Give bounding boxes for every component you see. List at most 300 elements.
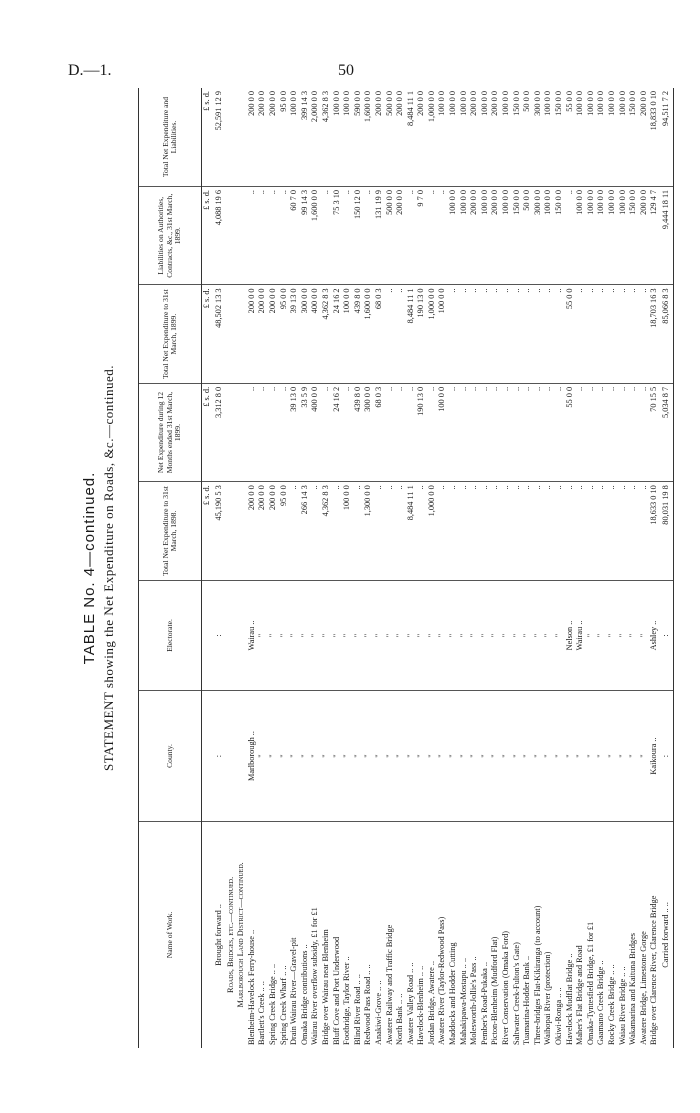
cell-total-to-1898: 100 0 0	[342, 482, 353, 580]
cell-net-12-months: 33 5 9	[300, 383, 311, 481]
cell-total-liab: 50 0 0	[522, 88, 533, 187]
cell-total-liab: 200 0 0	[268, 88, 279, 187]
table-row	[554, 88, 565, 1048]
cell-county: "	[395, 691, 406, 822]
cell-electorate: Nelson ..	[565, 580, 576, 691]
col-header-liabilities: Liabilities on Authorities, Contracts, &c., 31st March, 1899.	[139, 187, 202, 285]
cell-net-12-months: 3,312 8 0	[213, 383, 226, 481]
cell-total-to-1898: 200 0 0	[257, 482, 268, 580]
cell-liabilities: 100 0 0	[543, 187, 554, 285]
cell-net-12-months: ..	[279, 383, 290, 481]
cell-county: Kaikoura ..	[649, 691, 660, 822]
cell-name: Maher's Flat Bridge and Road	[575, 945, 585, 1045]
cell-total-to-1898: 1,000 0 0	[427, 482, 438, 580]
cell-net-12-months: 300 0 0	[363, 383, 374, 481]
cell-total-to-1899: 100 0 0	[342, 285, 353, 383]
cell-total-liab: 100 0 0	[607, 88, 618, 187]
cell-electorate: "	[543, 580, 554, 691]
cell-electorate: "	[618, 580, 629, 691]
table-row	[310, 88, 321, 1048]
cell-liabilities: ..	[342, 187, 353, 285]
cell-total-to-1899: 24 16 2	[332, 285, 343, 383]
col-header-net-12-months: Net Expenditure during 12 Months ended 31st March, 1899.	[139, 383, 202, 481]
cell-total-to-1899: 95 0 0	[279, 285, 290, 383]
cell-liabilities: ..	[363, 187, 374, 285]
cell-net-12-months: 68 0 3	[374, 383, 385, 481]
cell-total-to-1898: ..	[554, 482, 565, 580]
cell-name: Saltwater Creek-Fulton's Gate)	[511, 942, 521, 1045]
cell-liabilities: 300 0 0	[533, 187, 544, 285]
cell-total-to-1898: ..	[533, 482, 544, 580]
cell-net-12-months: ..	[247, 383, 258, 481]
cell-county: "	[268, 691, 279, 822]
cell-name: Awatere Bridge, Limestone Gorge	[638, 931, 648, 1045]
cell-electorate: "	[385, 580, 396, 691]
cell-net-12-months: ..	[268, 383, 279, 481]
cell-total-liab: 100 0 0	[586, 88, 597, 187]
table-row	[279, 88, 290, 1048]
cell-liabilities: ..	[565, 187, 576, 285]
cell-county: "	[639, 691, 650, 822]
cell-electorate: Wairau ..	[575, 580, 586, 691]
table-row	[480, 88, 491, 1048]
cell-total-to-1899: 300 0 0	[300, 285, 311, 383]
cell-name: Gaamano Creek Bridge ..	[596, 960, 606, 1045]
table-row	[236, 88, 247, 1048]
cell-total-liab: 100 0 0	[289, 88, 300, 187]
cell-liabilities: ..	[257, 187, 268, 285]
cell-electorate: "	[437, 580, 448, 691]
cell-net-12-months: ..	[406, 383, 417, 481]
cell-liabilities: 9,444 18 11	[660, 187, 674, 285]
cell-electorate: "	[639, 580, 650, 691]
table-row	[469, 88, 480, 1048]
table-title: TABLE No. 4—continued.	[81, 471, 98, 665]
table-row	[649, 88, 660, 1048]
cell-electorate: "	[416, 580, 427, 691]
cell-name: Omaka-Tyntesfield Bridge, £1 for £1	[585, 921, 595, 1045]
cell-net-12-months: 190 13 0	[416, 383, 427, 481]
table-row	[406, 88, 417, 1048]
cell-liabilities: ..	[406, 187, 417, 285]
cell-total-to-1898: 95 0 0	[279, 482, 290, 580]
cell-net-12-months: ..	[342, 383, 353, 481]
cell-total-liab: 18,833 0 10	[649, 88, 660, 187]
cell-total-to-1898: ..	[490, 482, 501, 580]
cell-total-to-1898: ..	[618, 482, 629, 580]
cell-county: "	[490, 691, 501, 822]
cell-county: "	[427, 691, 438, 822]
cell-electorate: "	[469, 580, 480, 691]
cell-net-12-months: ..	[512, 383, 523, 481]
cell-county: "	[512, 691, 523, 822]
cell-total-liab: 200 0 0	[469, 88, 480, 187]
cell-name: Omaka Bridge contributions ..	[299, 944, 309, 1045]
cell-liabilities: ..	[427, 187, 438, 285]
cell-name: Spring Creek Bridge .. ..	[267, 963, 277, 1045]
cell-electorate: "	[321, 580, 332, 691]
cell-liabilities: 100 0 0	[448, 187, 459, 285]
cell-electorate: "	[480, 580, 491, 691]
cell-name: Carried forward .. ..	[660, 821, 674, 1048]
cell-liabilities: 150 0 0	[628, 187, 639, 285]
cell-net-12-months: 55 0 0	[565, 383, 576, 481]
cell-total-liab: 4,362 8 3	[321, 88, 332, 187]
cell-total-to-1898: 200 0 0	[268, 482, 279, 580]
table-row	[416, 88, 427, 1048]
cell-electorate: Wairau ..	[247, 580, 258, 691]
table-subtitle: STATEMENT showing the Net Expenditure on Roads, &c.—continued.	[101, 365, 116, 771]
cell-county: "	[310, 691, 321, 822]
cell-electorate: "	[448, 580, 459, 691]
cell-total-to-1898: ..	[289, 482, 300, 580]
cell-total-to-1898: ..	[448, 482, 459, 580]
cell-total-to-1898: 1,300 0 0	[363, 482, 374, 580]
table-row	[490, 88, 501, 1048]
cell-electorate: "	[512, 580, 523, 691]
cell-total-to-1899: ..	[490, 285, 501, 383]
cell-total-to-1898	[236, 482, 247, 580]
cell-name: Blind River Road .. ..	[352, 974, 362, 1045]
cell-county	[226, 691, 237, 822]
cell-electorate: "	[300, 580, 311, 691]
cell-name: Havelock-Blenheim .. ..	[416, 965, 426, 1045]
col-header-electorate: Electorate.	[139, 580, 202, 691]
table-row	[533, 88, 544, 1048]
cell-net-12-months: ..	[469, 383, 480, 481]
cell-county: "	[459, 691, 470, 822]
cell-total-to-1899: ..	[586, 285, 597, 383]
cell-total-to-1899: ..	[395, 285, 406, 383]
table-row	[512, 88, 523, 1048]
cell-name: North Bank .. ..	[395, 993, 405, 1045]
cell-name: Tuamarina-Hodder Bank ..	[522, 955, 532, 1045]
table-row	[639, 88, 650, 1048]
cell-name: Jordan Bridge, Awatere ..	[426, 960, 436, 1045]
cell-liabilities: 100 0 0	[501, 187, 512, 285]
cell-total-to-1899	[226, 285, 237, 383]
cell-liabilities: 60 7 0	[289, 187, 300, 285]
cell-name: Bridge over Wairau near Blenheim	[320, 929, 330, 1045]
cell-name: Bluff Cove and Port Underwood	[331, 936, 341, 1045]
table-row	[289, 88, 300, 1048]
cell-name: Havelock Mudflat Bridge ..	[564, 953, 574, 1045]
cell-liabilities: 500 0 0	[385, 187, 396, 285]
cell-net-12-months: 5,034 8 7	[660, 383, 674, 481]
cell-county: "	[279, 691, 290, 822]
cell-county: "	[416, 691, 427, 822]
cell-total-to-1899: ..	[618, 285, 629, 383]
cell-electorate: "	[363, 580, 374, 691]
cell-liabilities: 100 0 0	[459, 187, 470, 285]
cell-total-liab: 100 0 0	[459, 88, 470, 187]
cell-name: Three-bridges Flat-Kikiranga (to account)	[532, 905, 542, 1045]
cell-electorate: :	[660, 580, 674, 691]
cell-liabilities: 150 0 0	[512, 187, 523, 285]
cell-total-to-1899: 68 0 3	[374, 285, 385, 383]
table-row	[459, 88, 470, 1048]
cell-electorate	[226, 580, 237, 691]
cell-total-to-1899: 4,362 8 3	[321, 285, 332, 383]
cell-total-to-1899: 1,600 0 0	[363, 285, 374, 383]
cell-total-to-1898: ..	[512, 482, 523, 580]
table-row	[596, 88, 607, 1048]
cell-name: Picton-Blenheim (Mudford Flat)	[490, 936, 500, 1045]
table-row	[427, 88, 438, 1048]
cell-name: Molesworth-Jollie's Pass ..	[469, 956, 479, 1045]
cell-total-to-1899: 55 0 0	[565, 285, 576, 383]
cell-liabilities: 200 0 0	[490, 187, 501, 285]
table-row	[618, 88, 629, 1048]
cell-total-to-1899: 439 8 0	[353, 285, 364, 383]
cell-electorate: "	[374, 580, 385, 691]
cell-total-to-1898: ..	[353, 482, 364, 580]
table-row	[575, 88, 586, 1048]
cell-electorate	[236, 580, 247, 691]
cell-net-12-months: ..	[427, 383, 438, 481]
cell-total-to-1898: 4,362 8 3	[321, 482, 332, 580]
table-row	[385, 88, 396, 1048]
cell-net-12-months: 39 13 0	[289, 383, 300, 481]
cell-net-12-months: 24 16 2	[332, 383, 343, 481]
col-header-total-1898: Total Net Expenditure to 31st March, 1898.	[139, 482, 202, 580]
table-row	[448, 88, 459, 1048]
cell-total-liab: 100 0 0	[596, 88, 607, 187]
cell-name: Waihopai River (protection)	[543, 951, 553, 1045]
table-body	[202, 88, 674, 1048]
cell-net-12-months: ..	[448, 383, 459, 481]
cell-liabilities: 100 0 0	[618, 187, 629, 285]
cell-net-12-months: ..	[618, 383, 629, 481]
cell-county: "	[607, 691, 618, 822]
cell-total-to-1898: ..	[565, 482, 576, 580]
cell-net-12-months: ..	[501, 383, 512, 481]
cell-total-to-1898: ..	[522, 482, 533, 580]
cell-county: :	[213, 691, 226, 822]
cell-total-to-1899: 48,502 13 3	[213, 285, 226, 383]
units-cell: £ s. d.	[202, 482, 213, 580]
cell-county: "	[554, 691, 565, 822]
cell-electorate: "	[289, 580, 300, 691]
cell-name: Blenheim-Havelock Ferry-house ..	[246, 929, 256, 1045]
cell-name: Waiau River Bridge .. ..	[617, 966, 627, 1045]
cell-total-to-1899	[236, 285, 247, 383]
table-row	[437, 88, 448, 1048]
cell-total-to-1899: ..	[639, 285, 650, 383]
table-row	[268, 88, 279, 1048]
cell-net-12-months: ..	[480, 383, 491, 481]
cell-net-12-months: 70 15 5	[649, 383, 660, 481]
cell-total-liab: 300 0 0	[533, 88, 544, 187]
cell-total-liab: 95 0 0	[279, 88, 290, 187]
cell-name: Wakamarina and Kaituna Bridges	[628, 933, 638, 1045]
cell-name: Roads, Bridges, etc.—continued.	[225, 876, 235, 993]
cell-total-liab: 150 0 0	[554, 88, 565, 187]
cell-county: "	[618, 691, 629, 822]
cell-electorate: "	[257, 580, 268, 691]
cell-total-liab: 200 0 0	[247, 88, 258, 187]
cell-net-12-months: 400 0 0	[310, 383, 321, 481]
cell-liabilities: 4,088 19 6	[213, 187, 226, 285]
header-row	[139, 88, 202, 1048]
cell-total-to-1899: ..	[448, 285, 459, 383]
table-row	[300, 88, 311, 1048]
cell-name: Maddocks and Hodder Cutting	[448, 942, 458, 1045]
page-header-reference: D.—1.	[68, 62, 112, 79]
cell-net-12-months: ..	[554, 383, 565, 481]
table-row	[660, 88, 674, 1048]
cell-electorate: "	[522, 580, 533, 691]
cell-county: "	[522, 691, 533, 822]
cell-electorate: "	[490, 580, 501, 691]
cell-liabilities	[226, 187, 237, 285]
table-row	[501, 88, 512, 1048]
cell-total-to-1899: 18,703 16 3	[649, 285, 660, 383]
cell-net-12-months: ..	[596, 383, 607, 481]
cell-county: "	[448, 691, 459, 822]
cell-name: Bartlett's Creek .. ..	[257, 981, 267, 1045]
cell-total-liab: 1,000 0 0	[427, 88, 438, 187]
cell-county: "	[586, 691, 597, 822]
cell-liabilities: 50 0 0	[522, 187, 533, 285]
cell-total-liab: 52,591 12 9	[213, 88, 226, 187]
cell-name: Redwood Pass Road .. ..	[363, 964, 373, 1045]
cell-total-to-1898: ..	[501, 482, 512, 580]
cell-total-liab: 200 0 0	[416, 88, 427, 187]
cell-name: Footbridge, Taylor River ..	[342, 956, 352, 1045]
cell-total-to-1898: ..	[575, 482, 586, 580]
cell-county: "	[533, 691, 544, 822]
cell-total-to-1899: 85,066 8 3	[660, 285, 674, 383]
cell-county: "	[257, 691, 268, 822]
cell-total-to-1899: ..	[459, 285, 470, 383]
cell-name: Pember's Road-Pukaka ..	[479, 961, 489, 1045]
cell-total-liab	[236, 88, 247, 187]
cell-total-to-1898: 18,633 0 10	[649, 482, 660, 580]
cell-liabilities: 150 0 0	[554, 187, 565, 285]
cell-total-liab: 150 0 0	[512, 88, 523, 187]
cell-county: "	[300, 691, 311, 822]
table-row	[565, 88, 576, 1048]
cell-total-to-1899: ..	[554, 285, 565, 383]
cell-county: "	[628, 691, 639, 822]
cell-liabilities: 100 0 0	[575, 187, 586, 285]
cell-county: "	[332, 691, 343, 822]
cell-liabilities: 100 0 0	[586, 187, 597, 285]
cell-total-to-1899: 200 0 0	[268, 285, 279, 383]
cell-total-to-1898: ..	[310, 482, 321, 580]
cell-total-to-1898: ..	[628, 482, 639, 580]
units-row	[202, 88, 213, 1048]
cell-total-liab: 200 0 0	[257, 88, 268, 187]
cell-net-12-months	[226, 383, 237, 481]
cell-electorate: "	[427, 580, 438, 691]
rotated-table-region	[80, 88, 680, 1048]
page-number: 50	[338, 62, 354, 79]
table-row	[374, 88, 385, 1048]
cell-county	[236, 691, 247, 822]
cell-net-12-months: ..	[543, 383, 554, 481]
cell-liabilities: 100 0 0	[607, 187, 618, 285]
col-header-name: Name of Work.	[139, 821, 202, 1048]
cell-county: "	[289, 691, 300, 822]
cell-name: Marlborough Land District—continued.	[236, 862, 246, 1008]
cell-electorate: "	[533, 580, 544, 691]
cell-name: Anakiwi-Grove .. ..	[373, 980, 383, 1045]
cell-liabilities: 200 0 0	[395, 187, 406, 285]
table-row	[607, 88, 618, 1048]
cell-net-12-months: ..	[490, 383, 501, 481]
cell-total-to-1899: ..	[533, 285, 544, 383]
cell-net-12-months: ..	[459, 383, 470, 481]
cell-net-12-months: ..	[628, 383, 639, 481]
cell-total-liab: 150 0 0	[628, 88, 639, 187]
cell-electorate: "	[607, 580, 618, 691]
cell-county: Marlborough ..	[247, 691, 258, 822]
cell-total-liab: 200 0 0	[490, 88, 501, 187]
cell-total-to-1898: ..	[639, 482, 650, 580]
cell-total-to-1898: ..	[469, 482, 480, 580]
cell-county: "	[469, 691, 480, 822]
table-row	[395, 88, 406, 1048]
cell-county: "	[342, 691, 353, 822]
table-row	[353, 88, 364, 1048]
cell-total-to-1899: ..	[628, 285, 639, 383]
table-row	[321, 88, 332, 1048]
cell-county: "	[353, 691, 364, 822]
cell-net-12-months: 439 8 0	[353, 383, 364, 481]
cell-total-liab: 399 14 3	[300, 88, 311, 187]
cell-total-to-1899: ..	[522, 285, 533, 383]
cell-total-to-1898: ..	[543, 482, 554, 580]
units-cell: £ s. d.	[202, 285, 213, 383]
cell-county: :	[660, 691, 674, 822]
col-header-county: County.	[139, 691, 202, 822]
table-row	[226, 88, 237, 1048]
cell-county: "	[565, 691, 576, 822]
cell-electorate: "	[310, 580, 321, 691]
cell-electorate: "	[342, 580, 353, 691]
cell-total-to-1898: ..	[395, 482, 406, 580]
cell-electorate: "	[586, 580, 597, 691]
cell-total-liab: 590 0 0	[353, 88, 364, 187]
cell-total-liab: 2,000 0 0	[310, 88, 321, 187]
cell-liabilities: 100 0 0	[480, 187, 491, 285]
table-row	[522, 88, 533, 1048]
cell-total-to-1899: ..	[501, 285, 512, 383]
cell-county: "	[543, 691, 554, 822]
cell-total-to-1899: ..	[480, 285, 491, 383]
cell-net-12-months: ..	[575, 383, 586, 481]
cell-total-to-1899: ..	[575, 285, 586, 383]
cell-total-to-1899: 400 0 0	[310, 285, 321, 383]
table-row	[363, 88, 374, 1048]
cell-name: Brought forward ..	[213, 904, 223, 966]
cell-electorate: "	[554, 580, 565, 691]
cell-liabilities: 131 19 9	[374, 187, 385, 285]
cell-total-liab: 500 0 0	[385, 88, 396, 187]
cell-county: "	[575, 691, 586, 822]
cell-liabilities: 100 0 0	[596, 187, 607, 285]
cell-electorate: :	[213, 580, 226, 691]
cell-name: Awatere River (Taylor-Redwood Pass)	[437, 916, 447, 1045]
cell-total-liab: 200 0 0	[374, 88, 385, 187]
cell-total-to-1899: ..	[596, 285, 607, 383]
cell-electorate: Ashley ..	[649, 580, 660, 691]
cell-total-to-1898: ..	[374, 482, 385, 580]
cell-name: Okiwi-Ronga .. ..	[554, 987, 563, 1045]
cell-total-liab: 55 0 0	[565, 88, 576, 187]
